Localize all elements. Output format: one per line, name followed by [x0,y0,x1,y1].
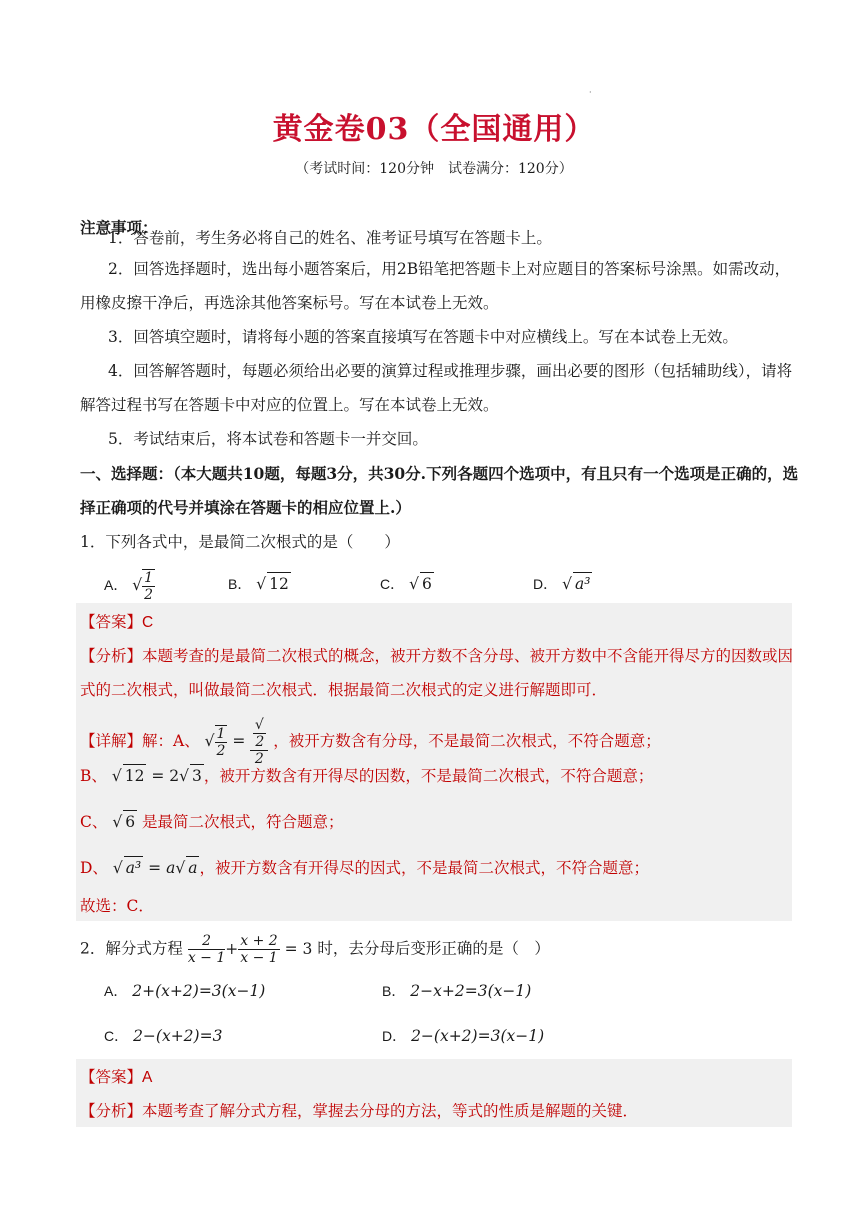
q1-option-b-label: B． [228,576,252,592]
q1-option-d-label: D． [533,576,558,592]
q1-stem: 1．下列各式中，是最简二次根式的是（ ） [80,533,400,551]
q2-option-a [104,980,265,1002]
notice-item-4-cont: 解答过程书写在答题卡中对应的位置上。写在本试卷上无效。 [80,396,499,414]
q2-analysis-text: 本题考查了解分式方程，掌握去分母的方法，等式的性质是解题的关键． [142,1102,639,1120]
q2-option-b-text: 2−x+2=3(x−1) [410,982,532,1000]
q1-detail-a [80,717,661,767]
q2-stem-prefix: 2．解分式方程 [80,939,183,958]
q2-option-d [382,1025,544,1047]
q1-detail-b [80,764,653,787]
q1-option-b-radicand: 12 [267,572,291,595]
q1-detail-c-prefix: C、 [80,813,108,831]
q1-option-d-radicand: a³ [573,572,592,595]
page-tick: · [589,88,592,97]
q1-option-c-label: C． [380,576,405,592]
q1-detail-c-text: 是最简二次根式，符合题意； [142,813,344,831]
q1-analysis [80,645,793,667]
q1-analysis-cont: 式的二次根式，叫做最简二次根式．根据最简二次根式的定义进行解题即可． [80,681,608,699]
q2-option-c-text: 2−(x+2)=3 [133,1027,223,1045]
q1-detail-d-prefix: D、 [80,859,108,877]
q1-option-c-radicand: 6 [420,572,434,595]
q2-option-d-label: D． [382,1028,407,1044]
notice-item-1: 1．答卷前，考生务必将自己的姓名、准考证号填写在答题卡上。 [108,229,552,247]
q1-detail-c-formula: √ 6 [112,813,137,831]
q2-answer [80,1066,152,1089]
q2-option-b [382,980,531,1002]
notice-heading: 注意事项： [80,218,158,237]
q1-analysis-tag: 【分析】 [80,647,143,665]
page-subtitle: （考试时间：120分钟 试卷满分：120分） [295,161,573,177]
q2-stem-suffix: 时，去分母后变形正确的是（ ） [317,939,550,958]
q1-analysis-text: 本题考查的是最简二次根式的概念，被开方数不含分母、被开方数中不含能开得尽方的因数或因 [142,647,794,665]
q1-detail-a-formula: √ $\frac{1}{2}$ = √ 2 2 [205,732,274,750]
q1-answer-tag: 【答案】 [80,613,143,631]
notice-item-5: 5．考试结束后，将本试卷和答题卡一并交回。 [108,430,428,448]
section-heading: 一、选择题：（本大题共10题，每题3分，共30分.下列各题四个选项中，有且只有一个选项是正确的，选 [80,464,799,483]
q2-answer-tag: 【答案】 [80,1068,143,1086]
q1-option-c: C． √ 6 [380,572,434,595]
q1-option-d: D． √ a³ [533,572,592,595]
q1-detail-c [80,810,344,833]
q1-detail-b-prefix: B、 [80,767,107,785]
q1-option-a-label: A． [104,577,128,593]
q1-conclusion: 故选：C． [80,897,154,915]
q1-option-b: B． √ 12 [228,572,291,595]
q1-detail-a-prefix: 解：A、 [142,732,200,750]
q2-option-a-text: 2+(x+2)=3(x−1) [132,982,266,1000]
q1-detail-d-text: ，被开方数含有开得尽的因式，不是最简二次根式，不符合题意； [199,859,649,877]
notice-item-4: 4．回答解答题时，每题必须给出必要的演算过程或推理步骤，画出必要的图形（包括辅助线），请将 [108,362,793,380]
q2-option-a-label: A． [104,983,128,999]
page-title: 黄金卷03（全国通用） [272,112,596,147]
q2-equation: $\frac{2}{x - 1}$ + $\frac{x + 2}{x - 1}$ = 3 [187,933,313,966]
notice-item-3: 3．回答填空题时，请将每小题的答案直接填写在答题卡中对应横线上。写在本试卷上无效。 [108,328,738,346]
notice-item-2-cont: 用橡皮擦干净后，再选涂其他答案标号。写在本试卷上无效。 [80,294,499,312]
q1-detail-tag: 【详解】 [80,732,143,750]
q2-option-c [104,1025,222,1047]
q1-detail-a-text: ，被开方数含有分母，不是最简二次根式，不符合题意； [273,732,661,750]
q1-answer [80,611,153,634]
q2-analysis-tag: 【分析】 [80,1102,143,1120]
q1-option-a: A． √ $\frac{1}{2}$ [104,570,154,603]
q1-detail-b-text: ，被开方数含有开得尽的因数，不是最简二次根式，不符合题意； [203,767,654,785]
notice-item-2: 2．回答选择题时，选出每小题答案后，用2B铅笔把答题卡上对应题目的答案标号涂黑。如需改动， [108,260,791,278]
q1-detail-d-formula: √ a³ = a√ a [113,859,200,877]
q1-detail-b-formula: √ 12 = 2√ 3 [112,767,204,785]
q2-analysis [80,1100,638,1122]
q1-answer-value: C [142,614,154,631]
q2-answer-value: A [142,1069,153,1086]
q2-stem [80,933,550,966]
q1-option-a-fraction: $\frac{1}{2}$ [144,570,154,603]
section-heading-cont: 择正确项的代号并填涂在答题卡的相应位置上.） [80,498,411,517]
q1-detail-d [80,856,649,879]
q2-option-b-label: B． [382,983,406,999]
q2-option-d-text: 2−(x+2)=3(x−1) [411,1027,545,1045]
q2-option-c-label: C． [104,1028,129,1044]
